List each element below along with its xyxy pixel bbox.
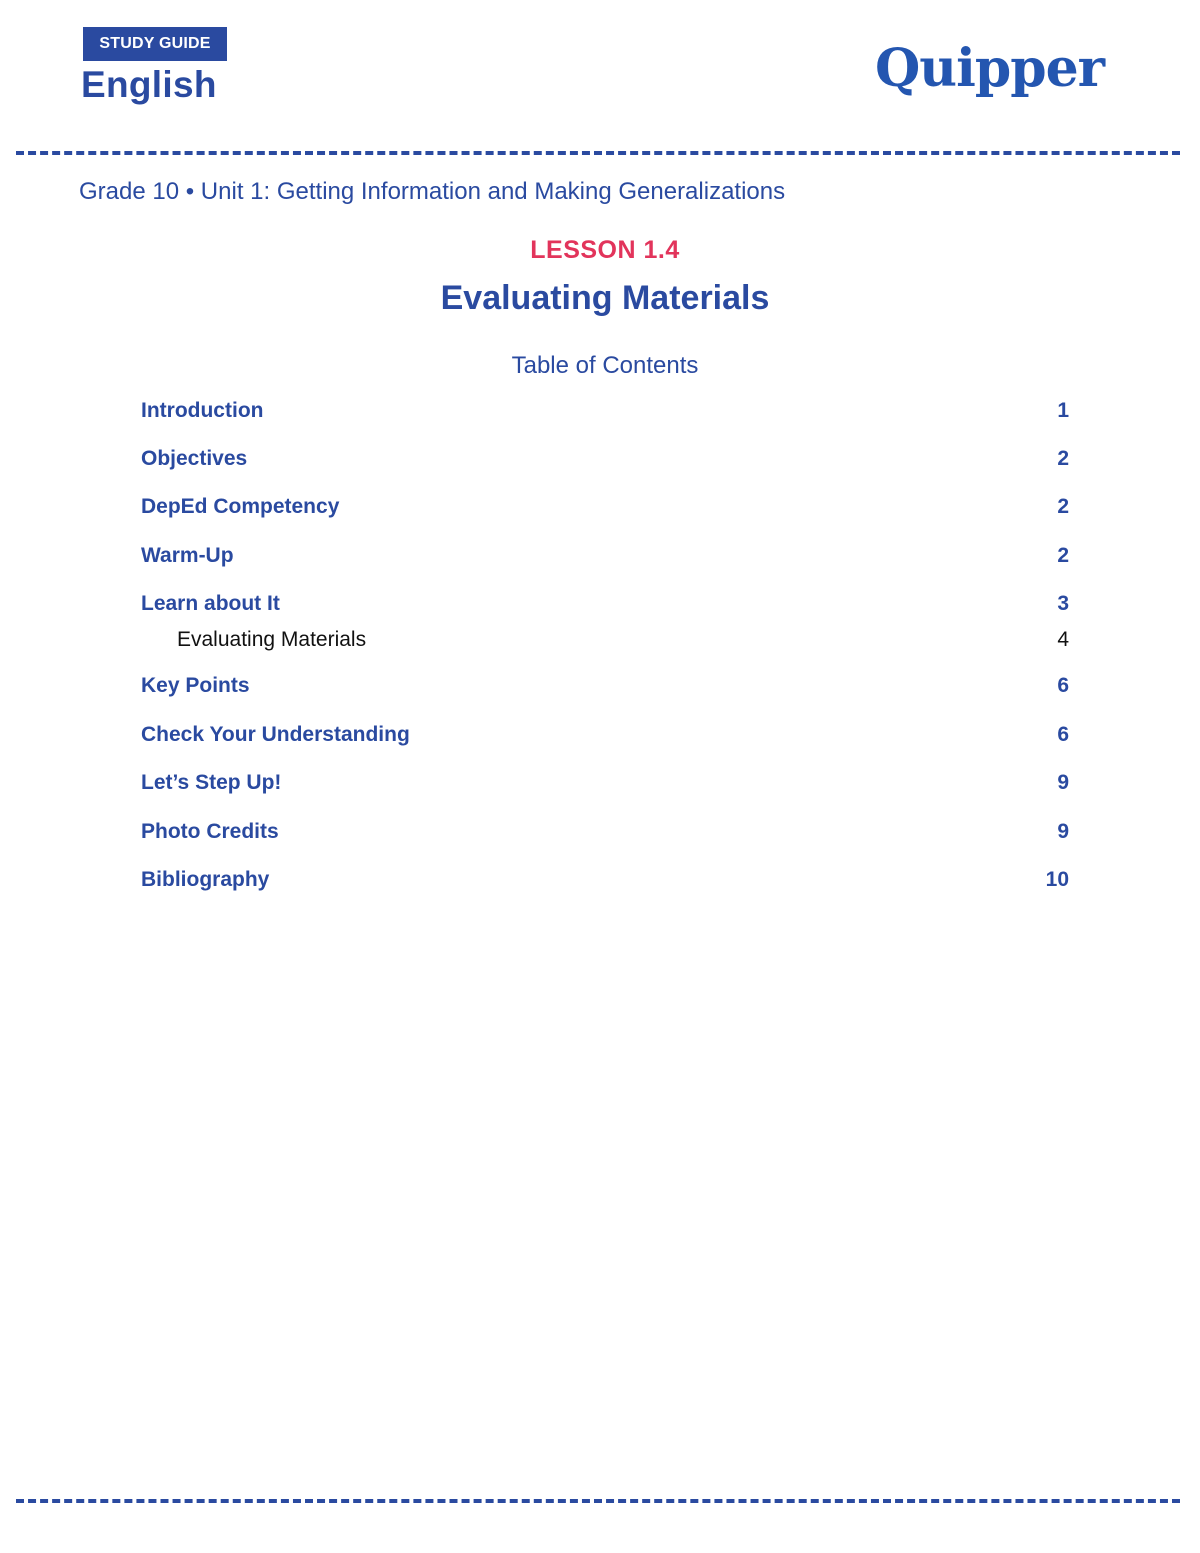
toc-item-page: 6 — [1057, 674, 1069, 697]
toc-item-page: 4 — [1057, 628, 1069, 651]
toc-item-page: 2 — [1057, 495, 1069, 518]
top-dotted-divider — [16, 151, 1180, 155]
toc-item-page: 2 — [1057, 447, 1069, 470]
study-guide-badge: STUDY GUIDE — [83, 27, 227, 61]
toc-item-lets-step-up[interactable] — [141, 771, 1069, 801]
toc-item-page: 6 — [1057, 723, 1069, 746]
toc-item-label: Warm-Up — [141, 544, 234, 567]
toc-item-learn-about-it[interactable] — [141, 592, 1069, 622]
toc-heading: Table of Contents — [511, 352, 699, 379]
toc-item-label: Learn about It — [141, 592, 280, 615]
toc-item-label: Let’s Step Up! — [141, 771, 282, 794]
quipper-logo: Quipper — [875, 38, 1105, 99]
toc-item-page: 3 — [1057, 592, 1069, 615]
toc-item-photo-credits[interactable] — [141, 820, 1069, 850]
toc-item-page: 10 — [1045, 868, 1069, 891]
unit-heading: Grade 10 • Unit 1: Getting Information and Making Generalizations — [79, 178, 786, 205]
toc-item-label: Objectives — [141, 447, 248, 470]
toc-item-label: Check Your Understanding — [141, 723, 410, 746]
toc-item-label: DepEd Competency — [141, 495, 340, 518]
toc-item-page: 2 — [1057, 544, 1069, 567]
toc-item-key-points[interactable] — [141, 674, 1069, 704]
toc-item-page: 1 — [1057, 399, 1069, 422]
toc-item-label: Evaluating Materials — [177, 628, 367, 651]
toc-item-label: Photo Credits — [141, 820, 279, 843]
toc-item-introduction[interactable] — [141, 399, 1069, 429]
toc-item-bibliography[interactable] — [141, 868, 1069, 898]
toc-item-check-your-understanding[interactable] — [141, 723, 1069, 753]
toc-item-warm-up[interactable] — [141, 544, 1069, 574]
toc-item-page: 9 — [1057, 820, 1069, 843]
subject-title: English — [81, 64, 217, 105]
bottom-dotted-divider — [16, 1499, 1180, 1503]
toc-subitem-evaluating-materials[interactable] — [141, 628, 1069, 658]
lesson-title: Evaluating Materials — [440, 279, 770, 317]
toc-item-deped-competency[interactable] — [141, 495, 1069, 525]
lesson-number: LESSON 1.4 — [530, 236, 680, 264]
toc-item-label: Bibliography — [141, 868, 270, 891]
toc-item-label: Key Points — [141, 674, 250, 697]
toc-item-page: 9 — [1057, 771, 1069, 794]
toc-item-objectives[interactable] — [141, 447, 1069, 477]
toc-item-label: Introduction — [141, 399, 264, 422]
